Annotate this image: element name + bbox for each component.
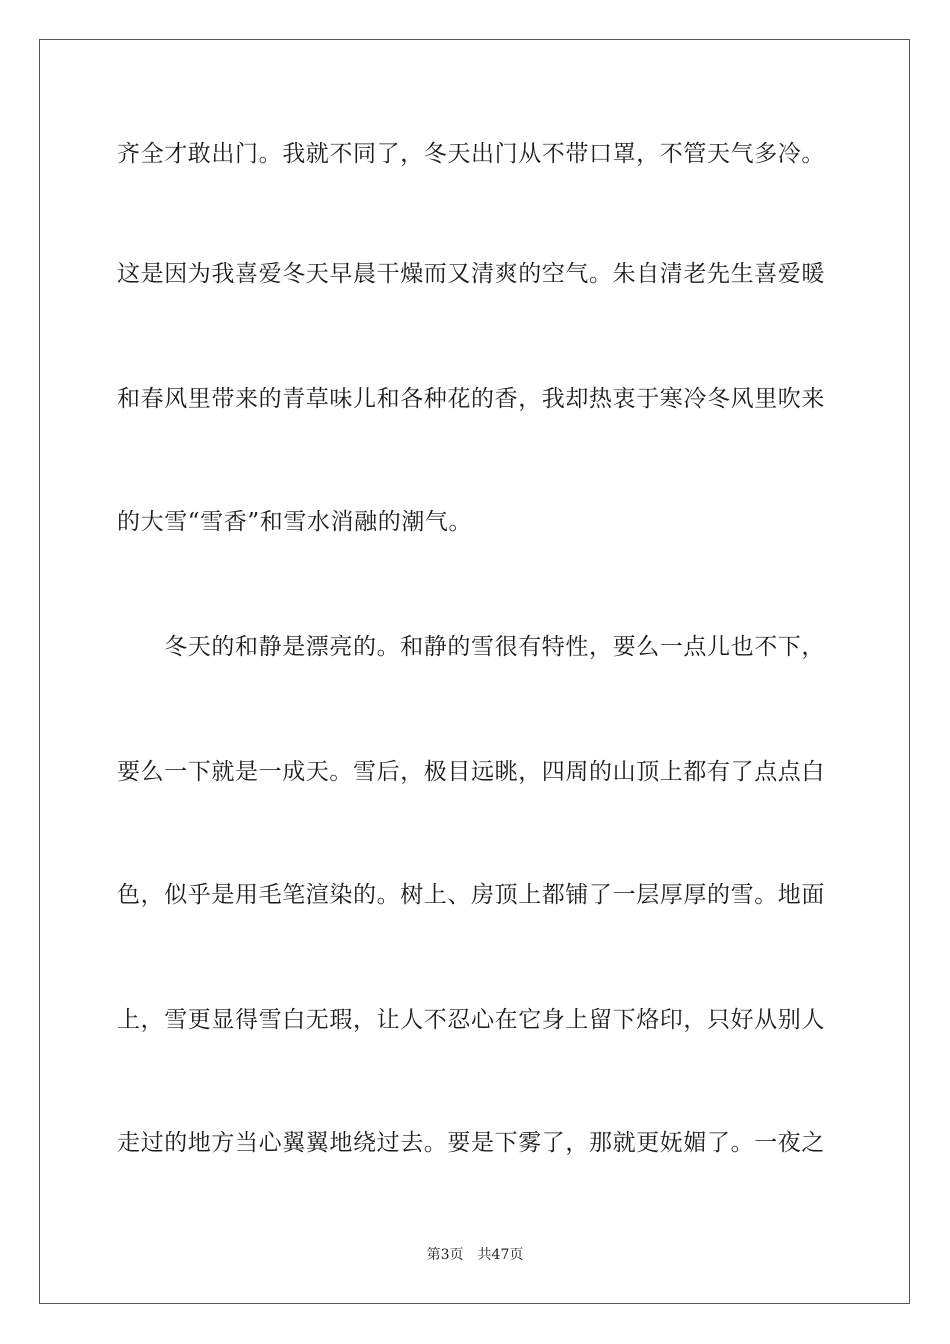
- body-text-line-6: 要么一下就是一成天。雪后，极目远眺，四周的山顶上都有了点点白: [117, 759, 825, 785]
- page-number: 第3页: [426, 1247, 464, 1263]
- body-text-line-7: 色，似乎是用毛笔渲染的。树上、房顶上都铺了一层厚厚的雪。地面: [117, 882, 825, 908]
- page-total: 共47页: [477, 1247, 524, 1263]
- page-footer: [0, 1246, 950, 1264]
- body-text-line-1: 齐全才敢出门。我就不同了，冬天出门从不带口罩，不管天气多冷。: [117, 141, 825, 167]
- body-text-line-5: 冬天的和静是漂亮的。和静的雪很有特性，要么一点儿也不下，: [117, 634, 825, 660]
- body-text-line-4: 的大雪“雪香”和雪水消融的潮气。: [117, 509, 473, 535]
- body-text-line-2: 这是因为我喜爱冬天早晨干燥而又清爽的空气。朱自清老先生喜爱暖: [117, 261, 825, 287]
- page-border: [39, 39, 910, 1304]
- body-text-line-3: 和春风里带来的青草味儿和各种花的香，我却热衷于寒冷冬风里吹来: [117, 386, 825, 412]
- body-text-line-8: 上，雪更显得雪白无瑕，让人不忍心在它身上留下烙印，只好从别人: [117, 1007, 825, 1033]
- body-text-line-9: 走过的地方当心翼翼地绕过去。要是下雾了，那就更妩媚了。一夜之: [117, 1130, 825, 1156]
